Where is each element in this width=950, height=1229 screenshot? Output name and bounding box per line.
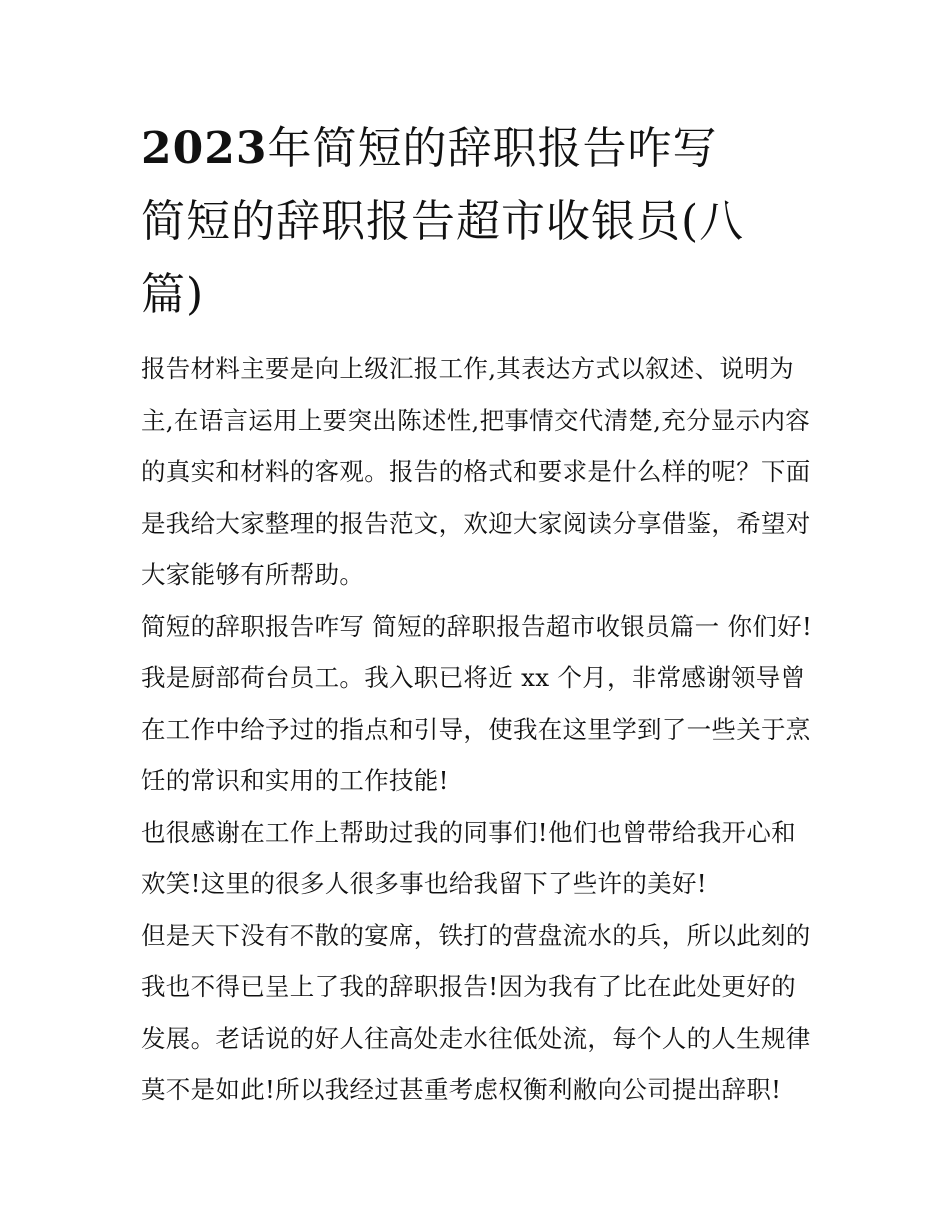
paragraph-line: 我是厨部荷台员工。我入职已将近 xx 个月，非常感谢领导曾 [141,663,806,692]
body-paragraph-3 [141,910,817,1116]
paragraph-line: 报告材料主要是向上级汇报工作,其表达方式以叙述、说明为 [141,354,794,383]
intro-paragraph [141,343,817,601]
title-line-3: 篇) [141,269,205,320]
title-line-1-text: 年简短的辞职报告咋写 [267,123,718,174]
paragraph-line: 欢笑!这里的很多人很多事也给我留下了些许的美好! [141,869,707,898]
title-line-1 [141,112,817,185]
paragraph-line: 的真实和材料的客观。报告的格式和要求是什么样的呢？下面 [141,457,811,486]
paragraph-line: 饪的常识和实用的工作技能! [141,766,449,795]
document-title [141,112,817,331]
paragraph-line: 也很感谢在工作上帮助过我的同事们!他们也曾带给我开心和 [141,817,796,847]
body-paragraph-1 [141,601,817,807]
paragraph-line: 主,在语言运用上要突出陈述性,把事情交代清楚,充分显示内容 [141,405,811,435]
paragraph-line: 是我给大家整理的报告范文，欢迎大家阅读分享借鉴，希望对 [141,508,811,538]
paragraph-line: 但是天下没有不散的宴席，铁打的营盘流水的兵，所以此刻的 [141,920,811,950]
body-paragraph-2 [141,807,817,910]
paragraph-line: 我也不得已呈上了我的辞职报告!因为我有了比在此处更好的 [141,972,796,1001]
title-year: 2023 [141,123,268,174]
paragraph-line: 莫不是如此!所以我经过甚重考虑权衡利敝向公司提出辞职! [141,1075,782,1104]
title-line-2: 简短的辞职报告超市收银员(八 [141,196,745,247]
paragraph-line: 简短的辞职报告咋写 简短的辞职报告超市收银员篇一 你们好! [141,611,813,641]
paragraph-line: 发展。老话说的好人往高处走水往低处流，每个人的人生规律 [141,1023,811,1053]
paragraph-line: 在工作中给予过的指点和引导，使我在这里学到了一些关于烹 [141,714,811,744]
document-content [141,112,817,1116]
paragraph-line: 大家能够有所帮助。 [141,560,365,589]
